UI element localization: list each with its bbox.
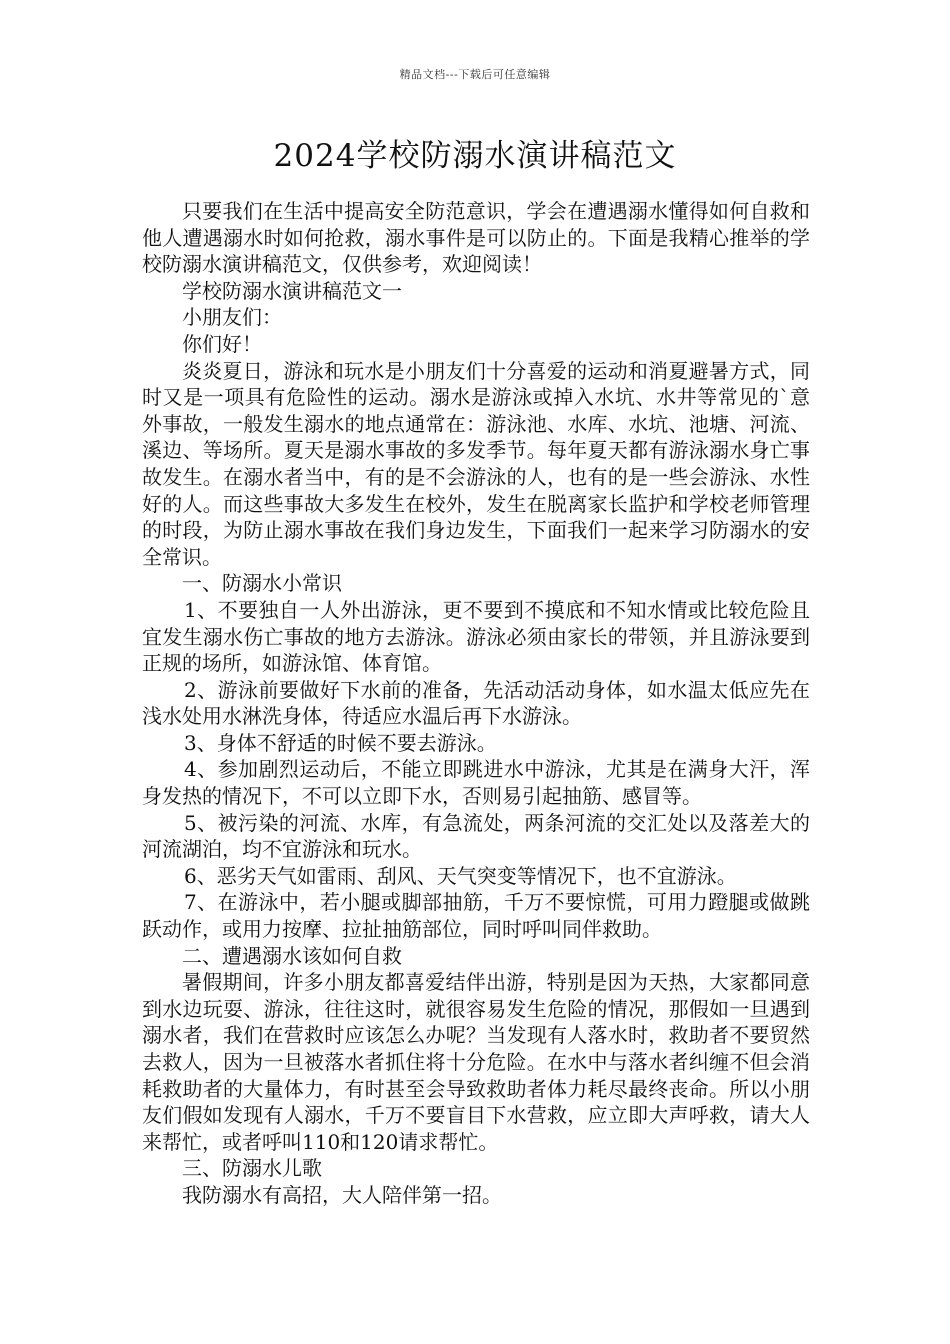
section-heading-tips: 一、防溺水小常识 — [182, 571, 342, 596]
song-line-1: 我防溺水有高招，大人陪伴第一招。 — [182, 1182, 502, 1207]
body-paragraph-summer: 炎炎夏日，游泳和玩水是小朋友们十分喜爱的运动和消夏避暑方式，同时又是一项具有危险性的运动。溺水是游泳或掉入水坑、水井等常见的`意外事故，一般发生溺水的地点通常在：游泳池、水库、水坑、池塘、河流、溪边、等场所。夏天是溺水事故的多发季节。每年夏天都有游泳溺水身亡事故发生。在溺水者当中，有的是不会游泳的人，也有的是一些会游泳、水性好的人。而这些事故大多发生在校外，发生在脱离家长监护和学校老师管理的时段，为防止溺水事故在我们身边发生，下面我们一起来学习防溺水的安全常识。 — [142, 358, 810, 569]
document-title: 2024学校防溺水演讲稿范文 — [273, 138, 677, 174]
section-heading-self-rescue: 二、遭遇溺水该如何自救 — [182, 943, 402, 968]
tip-item-3: 3、身体不舒适的时候不要去游泳。 — [184, 730, 497, 755]
tip-item-7: 7、在游泳中，若小腿或脚部抽筋，千万不要惊慌，可用力蹬腿或做跳跃动作，或用力按摩、拉扯抽筋部位，同时呼叫同伴救助。 — [142, 890, 810, 942]
section-heading-speech-one: 学校防溺水演讲稿范文一 — [182, 278, 402, 303]
tip-item-4: 4、参加剧烈运动后，不能立即跳进水中游泳，尤其是在满身大汗，浑身发热的情况下，不可以立即下水，否则易引起抽筋、感冒等。 — [142, 757, 810, 809]
section-heading-song: 三、防溺水儿歌 — [182, 1156, 322, 1181]
tip-item-5: 5、被污染的河流、水库，有急流处，两条河流的交汇处以及落差大的河流湖泊，均不宜游泳和玩水。 — [142, 810, 810, 862]
body-paragraph-self-rescue: 暑假期间，许多小朋友都喜爱结伴出游，特别是因为天热，大家都同意到水边玩耍、游泳，往往这时，就很容易发生危险的情况，那假如一旦遇到溺水者，我们在营救时应该怎么办呢？当发现有人落水时，救助者不要贸然去救人，因为一旦被落水者抓住将十分危险。在水中与落水者纠缠不但会消耗救助者的大量体力，有时甚至会导致救助者体力耗尽最终丧命。所以小朋友们假如发现有人溺水，千万不要盲目下水营救，应立即大声呼救，请大人来帮忙，或者呼叫110和120请求帮忙。 — [142, 970, 810, 1154]
tip-item-1: 1、不要独自一人外出游泳，更不要到不摸底和不知水情或比较危险且宜发生溺水伤亡事故的地方去游泳。游泳必须由家长的带领，并且游泳要到正规的场所，如游泳馆、体育馆。 — [142, 597, 810, 676]
intro-paragraph: 只要我们在生活中提高安全防范意识，学会在遭遇溺水懂得如何自救和他人遭遇溺水时如何抢救，溺水事件是可以防止的。下面是我精心推举的学校防溺水演讲稿范文，仅供参考，欢迎阅读！ — [142, 199, 810, 277]
tip-item-6: 6、恶劣天气如雷雨、刮风、天气突变等情况下，也不宜游泳。 — [184, 863, 737, 888]
tip-item-2: 2、游泳前要做好下水前的准备，先活动活动身体，如水温太低应先在浅水处用水淋洗身体，待适应水温后再下水游泳。 — [142, 677, 810, 729]
salutation: 小朋友们： — [182, 305, 282, 330]
header-note: 精品文档---下载后可任意编辑 — [399, 68, 551, 81]
greeting: 你们好！ — [182, 331, 262, 356]
document-body — [142, 198, 810, 1209]
